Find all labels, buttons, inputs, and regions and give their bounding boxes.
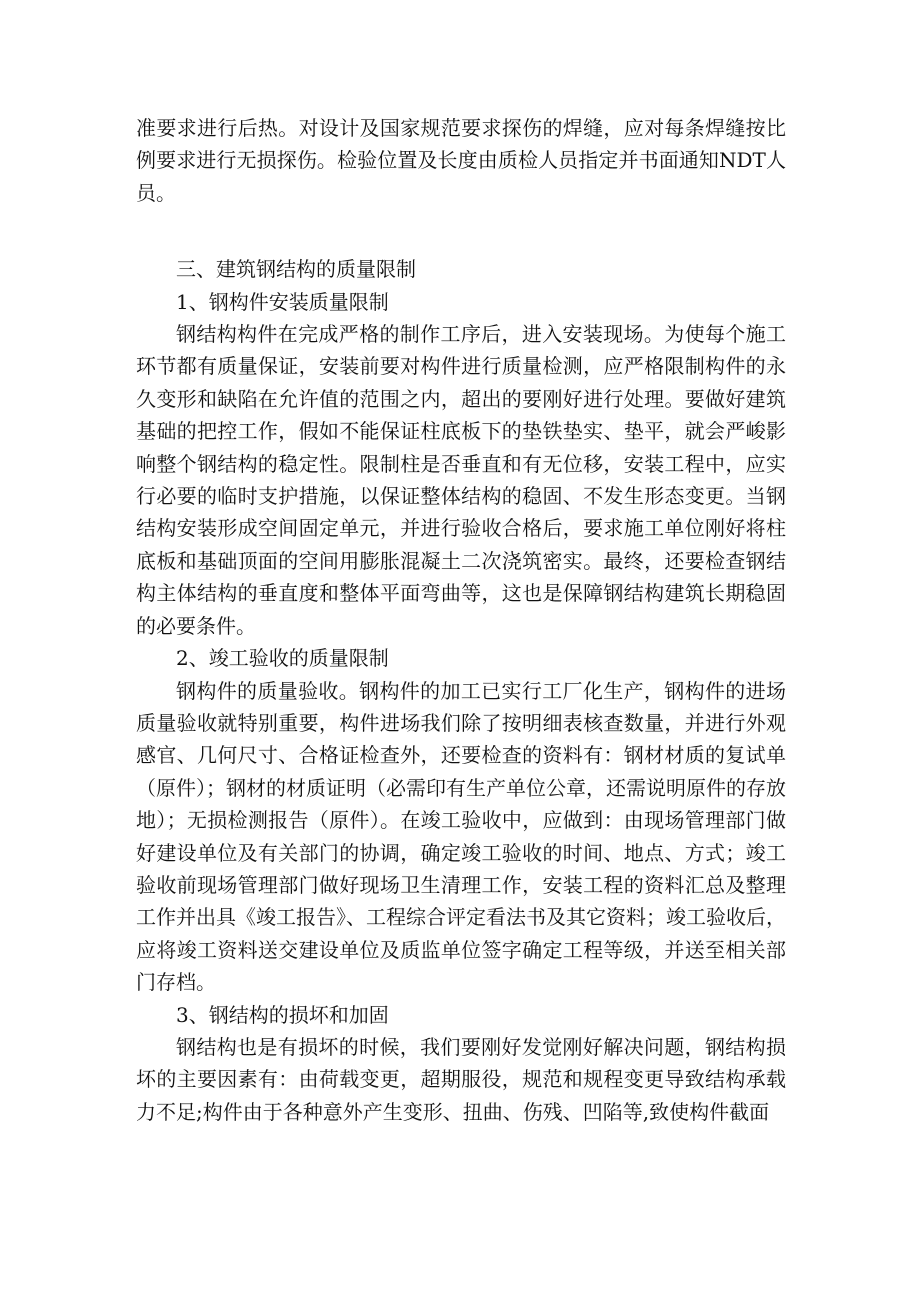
subsection-2-body: 钢构件的质量验收。钢构件的加工已实行工厂化生产，钢构件的进场质量验收就特别重要，构件进场我们除了按明细表核查数量，并进行外观感官、几何尺寸、合格证检查外，还要检查的资料有：钢材材质的复试单（原件）；钢材的材质证明（必需印有生产单位公章，还需说明原件的存放地）；无损检测报告（原件）。在竣工验收中，应做到：由现场管理部门做好建设单位及有关部门的协调，确定竣工验收的时间、地点、方式；竣工验收前现场管理部门做好现场卫生清理工作，安装工程的资料汇总及整理工作并出具《竣工报告》、工程综合评定看法书及其它资料；竣工验收后，应将竣工资料送交建设单位及质监单位签字确定工程等级，并送至相关部门存档。 bbox=[136, 678, 786, 995]
subsection-1-body: 钢结构构件在完成严格的制作工序后，进入安装现场。为使每个施工环节都有质量保证，安装前要对构件进行质量检测，应严格限制构件的永久变形和缺陷在允许值的范围之内，超出的要刚好进行处理。要做好建筑基础的把控工作，假如不能保证柱底板下的垫铁垫实、垫平，就会严峻影响整个钢结构的稳定性。限制柱是否垂直和有无位移，安装工程中，应实行必要的临时支护措施，以保证整体结构的稳固、不发生形态变更。当钢结构安装形成空间固定单元，并进行验收合格后，要求施工单位刚好将柱底板和基础顶面的空间用膨胀混凝土二次浇筑密实。最终，还要检查钢结构主体结构的垂直度和整体平面弯曲等，这也是保障钢结构建筑长期稳固的必要条件。 bbox=[136, 322, 786, 638]
subsection-1-title: 1、钢构件安装质量限制 bbox=[176, 289, 389, 314]
subsection-3-title: 3、钢结构的损坏和加固 bbox=[176, 1002, 389, 1027]
subsection-3-body: 钢结构也是有损坏的时候，我们要刚好发觉刚好解决问题，钢结构损坏的主要因素有：由荷载变更，超期服役，规范和规程变更导致结构承载力不足;构件由于各种意外产生变形、扭曲、伤残、凹陷等,致使构件截面 bbox=[136, 1034, 786, 1124]
document-page bbox=[136, 112, 786, 1128]
subsection-2-title: 2、竣工验收的质量限制 bbox=[176, 646, 389, 671]
paragraph-gap bbox=[136, 209, 786, 253]
continuation-paragraph: 准要求进行后热。对设计及国家规范要求探伤的焊缝，应对每条焊缝按比例要求进行无损探伤。检验位置及长度由质检人员指定并书面通知NDT人员。 bbox=[136, 116, 786, 205]
section-title: 三、建筑钢结构的质量限制 bbox=[176, 257, 416, 282]
